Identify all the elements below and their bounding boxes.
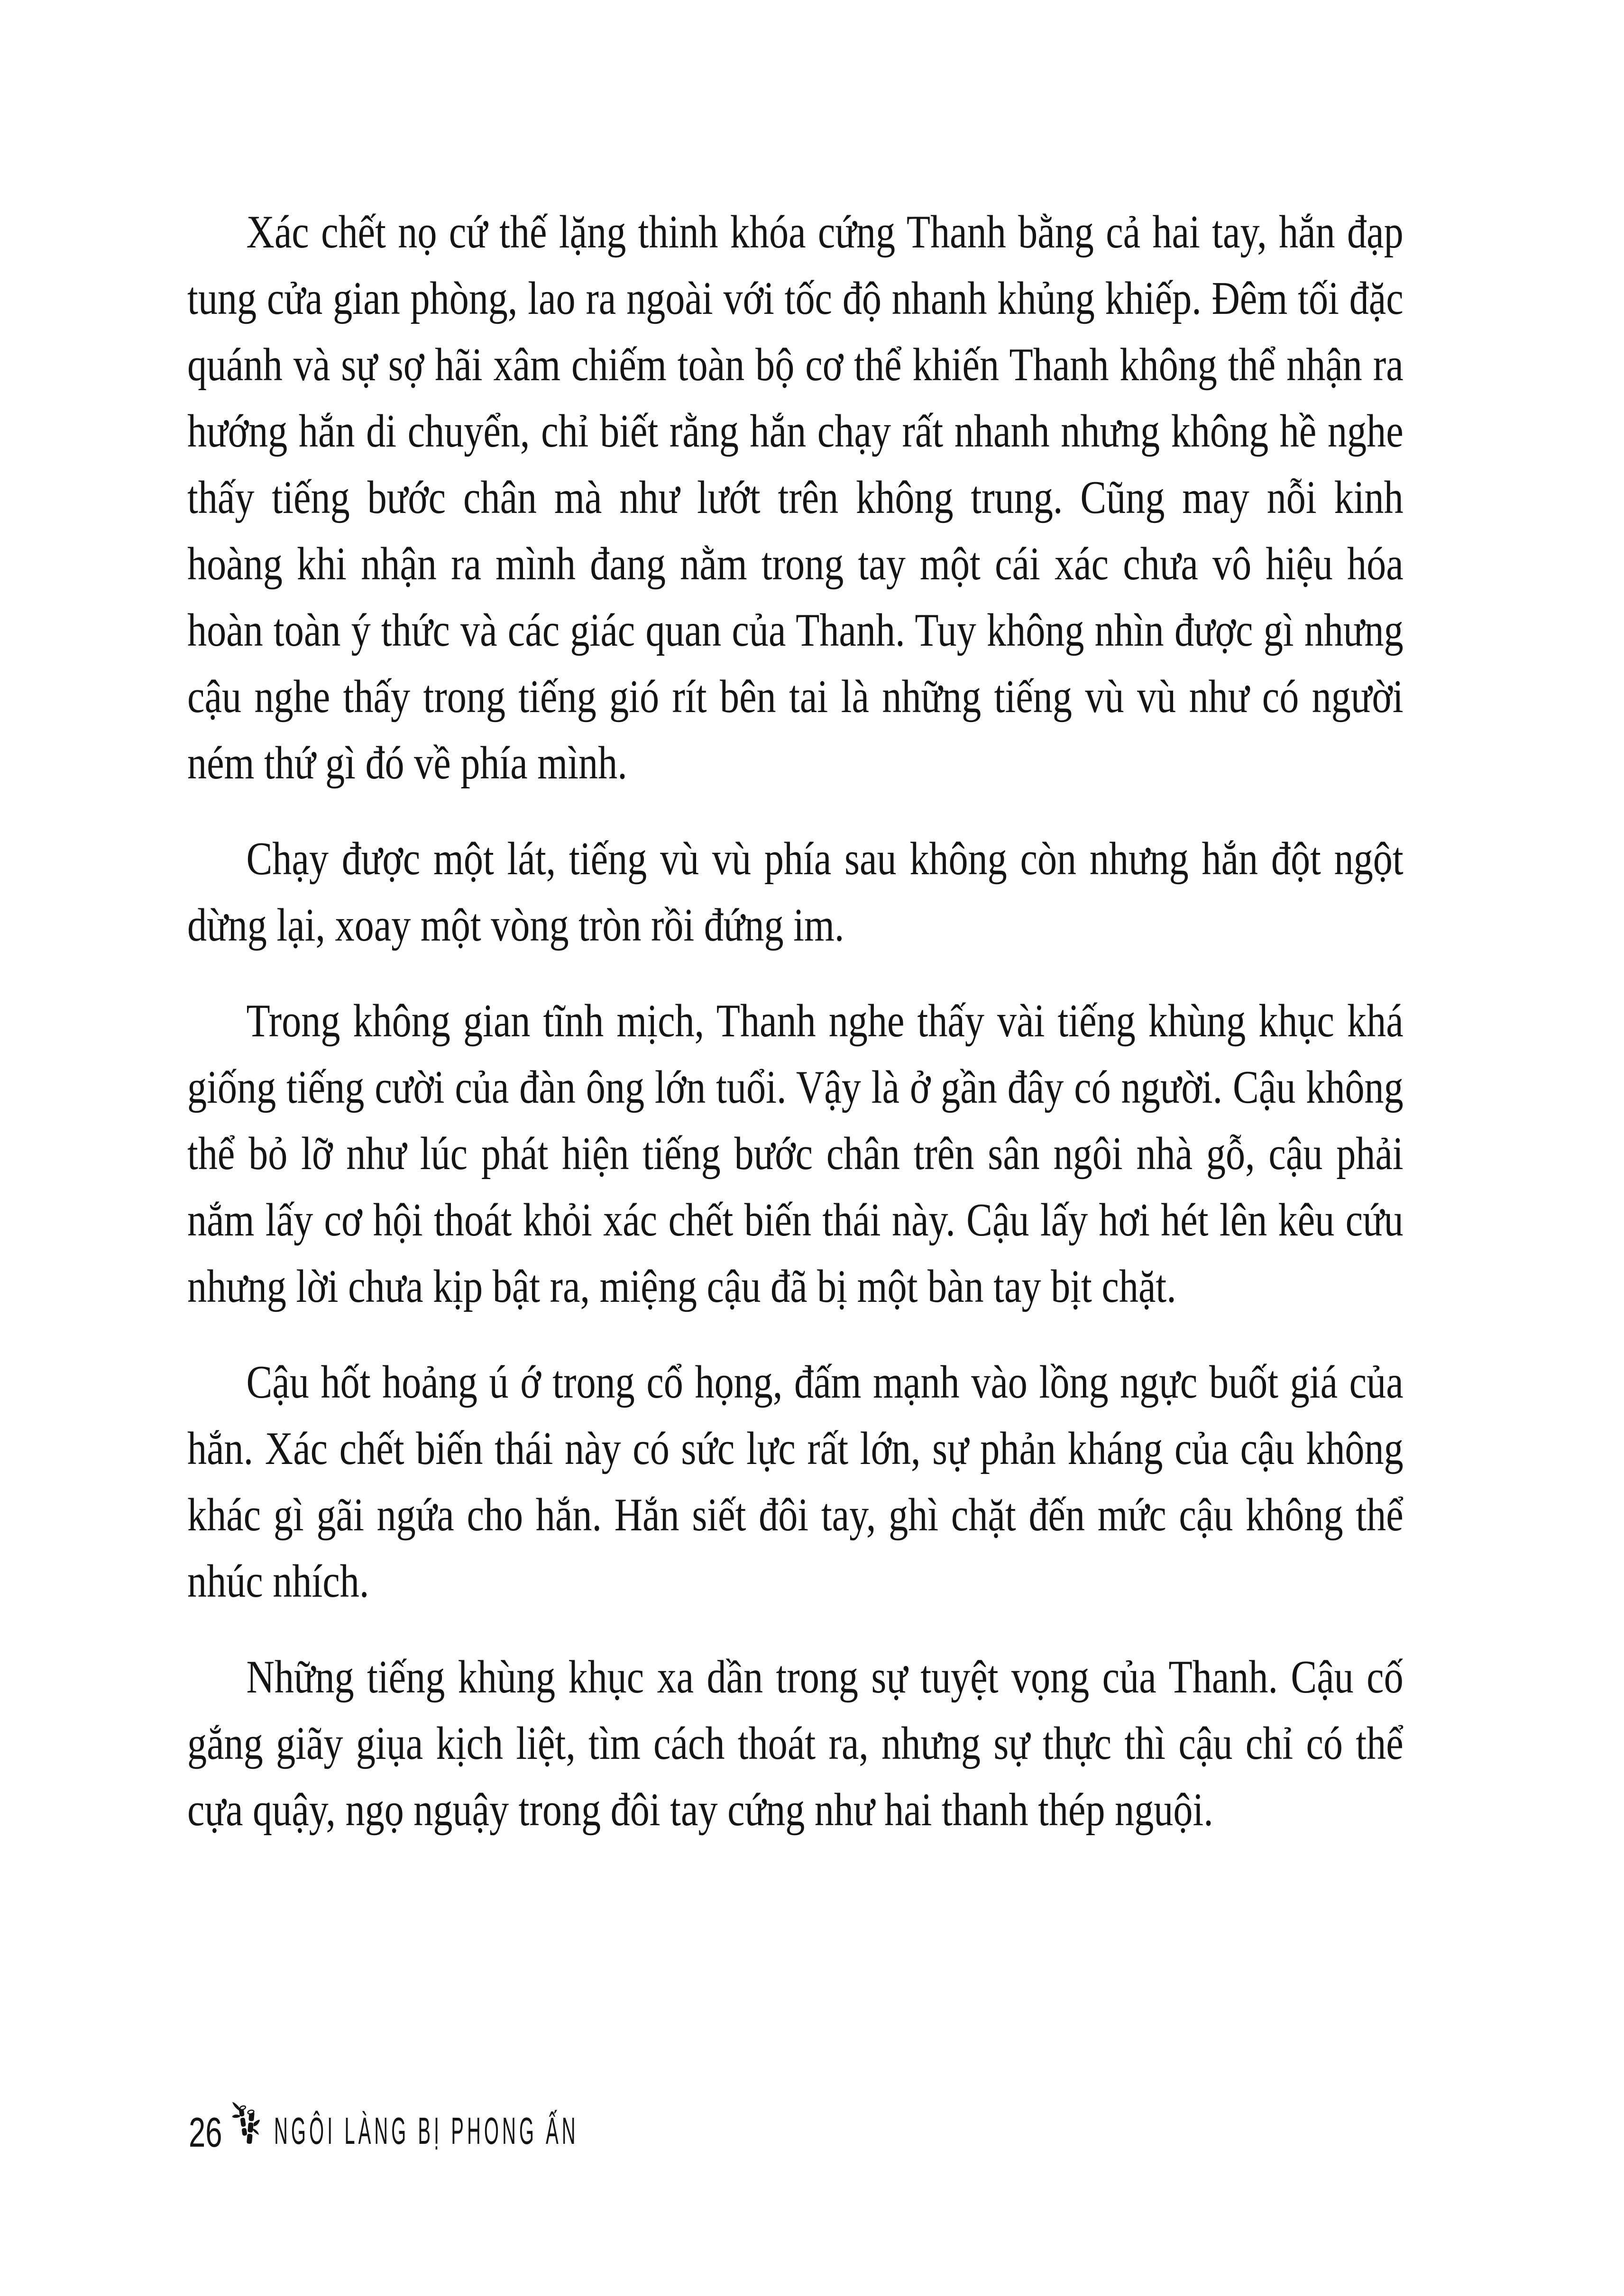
- page-body-text: [187, 199, 1404, 1843]
- paragraph-2: Chạy được một lát, tiếng vù vù phía sau không còn nhưng hắn đột ngột dừng lại, xoay một vòng tròn rồi đứng im.: [187, 833, 1404, 951]
- footer-page-number: 26: [189, 2109, 222, 2156]
- paragraph-3: Trong không gian tĩnh mịch, Thanh nghe thấy vài tiếng khùng khục khá giống tiếng cười của đàn ông lớn tuổi. Vậy là ở gần đây có người. Cậu không thể bỏ lỡ như lúc phát hiện tiếng bước chân trên sân ngôi nhà gỗ, cậu phải nắm lấy cơ hội thoát khỏi xác chết biến thái này. Cậu lấy hơi hét lên kêu cứu nhưng lời chưa kịp bật ra, miệng cậu đã bị một bàn tay bịt chặt.: [187, 995, 1404, 1312]
- footer-book-title: NGÔI LÀNG BỊ PHONG ẤN: [274, 2110, 579, 2152]
- paragraph-1: Xác chết nọ cứ thế lặng thinh khóa cứng Thanh bằng cả hai tay, hắn đạp tung cửa gian phòng, lao ra ngoài với tốc độ nhanh khủng khiếp. Đêm tối đặc quánh và sự sợ hãi xâm chiếm toàn bộ cơ thể khiến Thanh không thể nhận ra hướng hắn di chuyển, chỉ biết rằng hắn chạy rất nhanh nhưng không hề nghe thấy tiếng bước chân mà như lướt trên không trung. Cũng may nỗi kinh hoàng khi nhận ra mình đang nằm trong tay một cái xác chưa vô hiệu hóa hoàn toàn ý thức và các giác quan của Thanh. Tuy không nhìn được gì nhưng cậu nghe thấy trong tiếng gió rít bên tai là những tiếng vù vù như có người ném thứ gì đó về phía mình.: [187, 206, 1404, 789]
- paragraph-5: Những tiếng khùng khục xa dần trong sự tuyệt vọng của Thanh. Cậu cố gắng giãy giụa kịch liệt, tìm cách thoát ra, nhưng sự thực thì cậu chỉ có thể cựa quậy, ngọ nguậy trong đôi tay cứng như hai thanh thép nguội.: [187, 1651, 1404, 1836]
- bamboo-icon: [232, 2101, 260, 2145]
- paragraph-4: Cậu hốt hoảng ú ớ trong cổ họng, đấm mạnh vào lồng ngực buốt giá của hắn. Xác chết biến thái này có sức lực rất lớn, sự phản kháng của cậu không khác gì gãi ngứa cho hắn. Hắn siết đôi tay, ghì chặt đến mức cậu không thể nhúc nhích.: [187, 1356, 1404, 1607]
